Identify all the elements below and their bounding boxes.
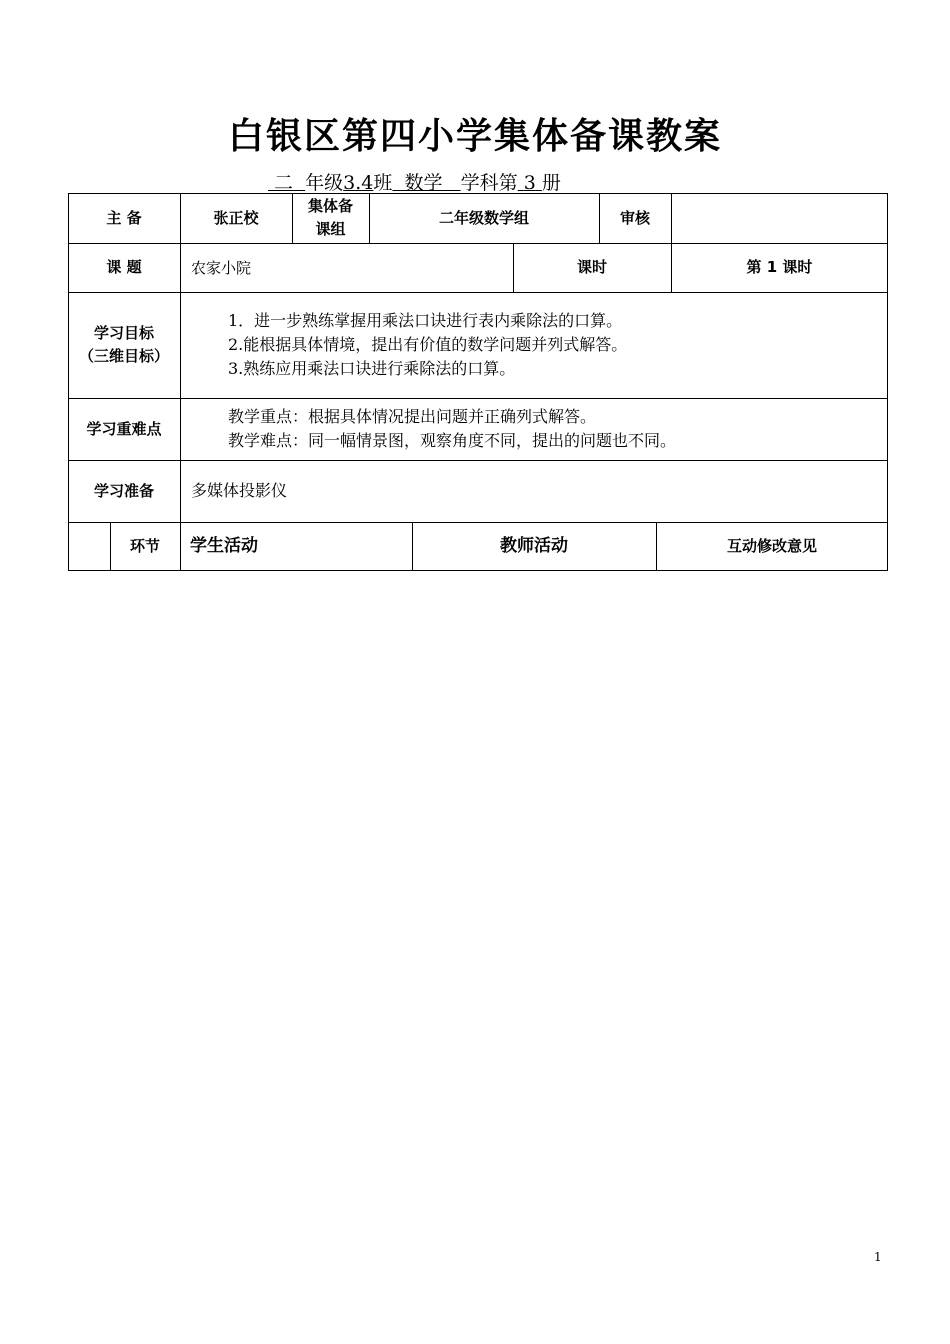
lead-teacher-label: 主 备 (106, 208, 142, 227)
lead-teacher-value: 张正校 (213, 208, 259, 227)
keypoints-label: 学习重难点 (86, 419, 162, 438)
prep-group-label-line2: 课组 (315, 220, 346, 238)
row-divider (68, 398, 888, 399)
class-number: 3.4 (343, 172, 374, 194)
period-value: 第 1 课时 (746, 258, 813, 276)
page-number: 1 (874, 1250, 882, 1264)
prep-label: 学习准备 (93, 481, 154, 500)
student-activity-header: 学生活动 (190, 536, 258, 556)
goal-item: 2.能根据具体情境，提出有价值的数学问题并列式解答。 (228, 335, 628, 354)
goals-label-line1: 学习目标 (93, 324, 154, 342)
volume-number: 3 (523, 172, 536, 194)
row-divider (68, 460, 888, 461)
volume-suffix: 册 (541, 172, 561, 194)
goals-label (68, 292, 180, 398)
prep-group-value: 二年级数学组 (438, 208, 529, 227)
row-divider (68, 292, 888, 293)
review-value (671, 193, 888, 243)
goal-item: 3.熟练应用乘法口诀进行乘除法的口算。 (228, 359, 516, 378)
period-label: 课时 (576, 258, 607, 276)
teaching-difficulty: 教学难点：同一幅情景图，观察角度不同，提出的问题也不同。 (228, 431, 677, 450)
prep-group-label-line1: 集体备 (307, 197, 353, 215)
topic-label: 课 题 (106, 258, 142, 276)
subject-suffix: 学科第 (460, 172, 518, 194)
subject-value: 数学 (404, 172, 443, 194)
goal-item: 1．进一步熟练掌握用乘法口诀进行表内乘除法的口算。 (228, 311, 623, 330)
step-column-header: 环节 (129, 537, 160, 555)
teaching-focus: 教学重点：根据具体情况提出问题并正确列式解答。 (228, 407, 597, 426)
feedback-column-header: 互动修改意见 (726, 537, 817, 555)
prep-value: 多媒体投影仪 (191, 481, 288, 500)
goals-label-line2: （三维目标） (78, 347, 169, 365)
grade-value: 二 (274, 172, 294, 194)
column-divider (180, 193, 181, 571)
class-info-line (268, 168, 561, 195)
review-label: 审核 (619, 208, 650, 227)
class-suffix: 班 (373, 172, 393, 194)
page-title: 白银区第四小学集体备课教案 (227, 116, 722, 157)
grade-suffix: 年级 (305, 172, 344, 194)
topic-value: 农家小院 (191, 259, 252, 277)
teacher-activity-header: 教师活动 (500, 536, 568, 556)
prep-group-label (292, 193, 369, 243)
